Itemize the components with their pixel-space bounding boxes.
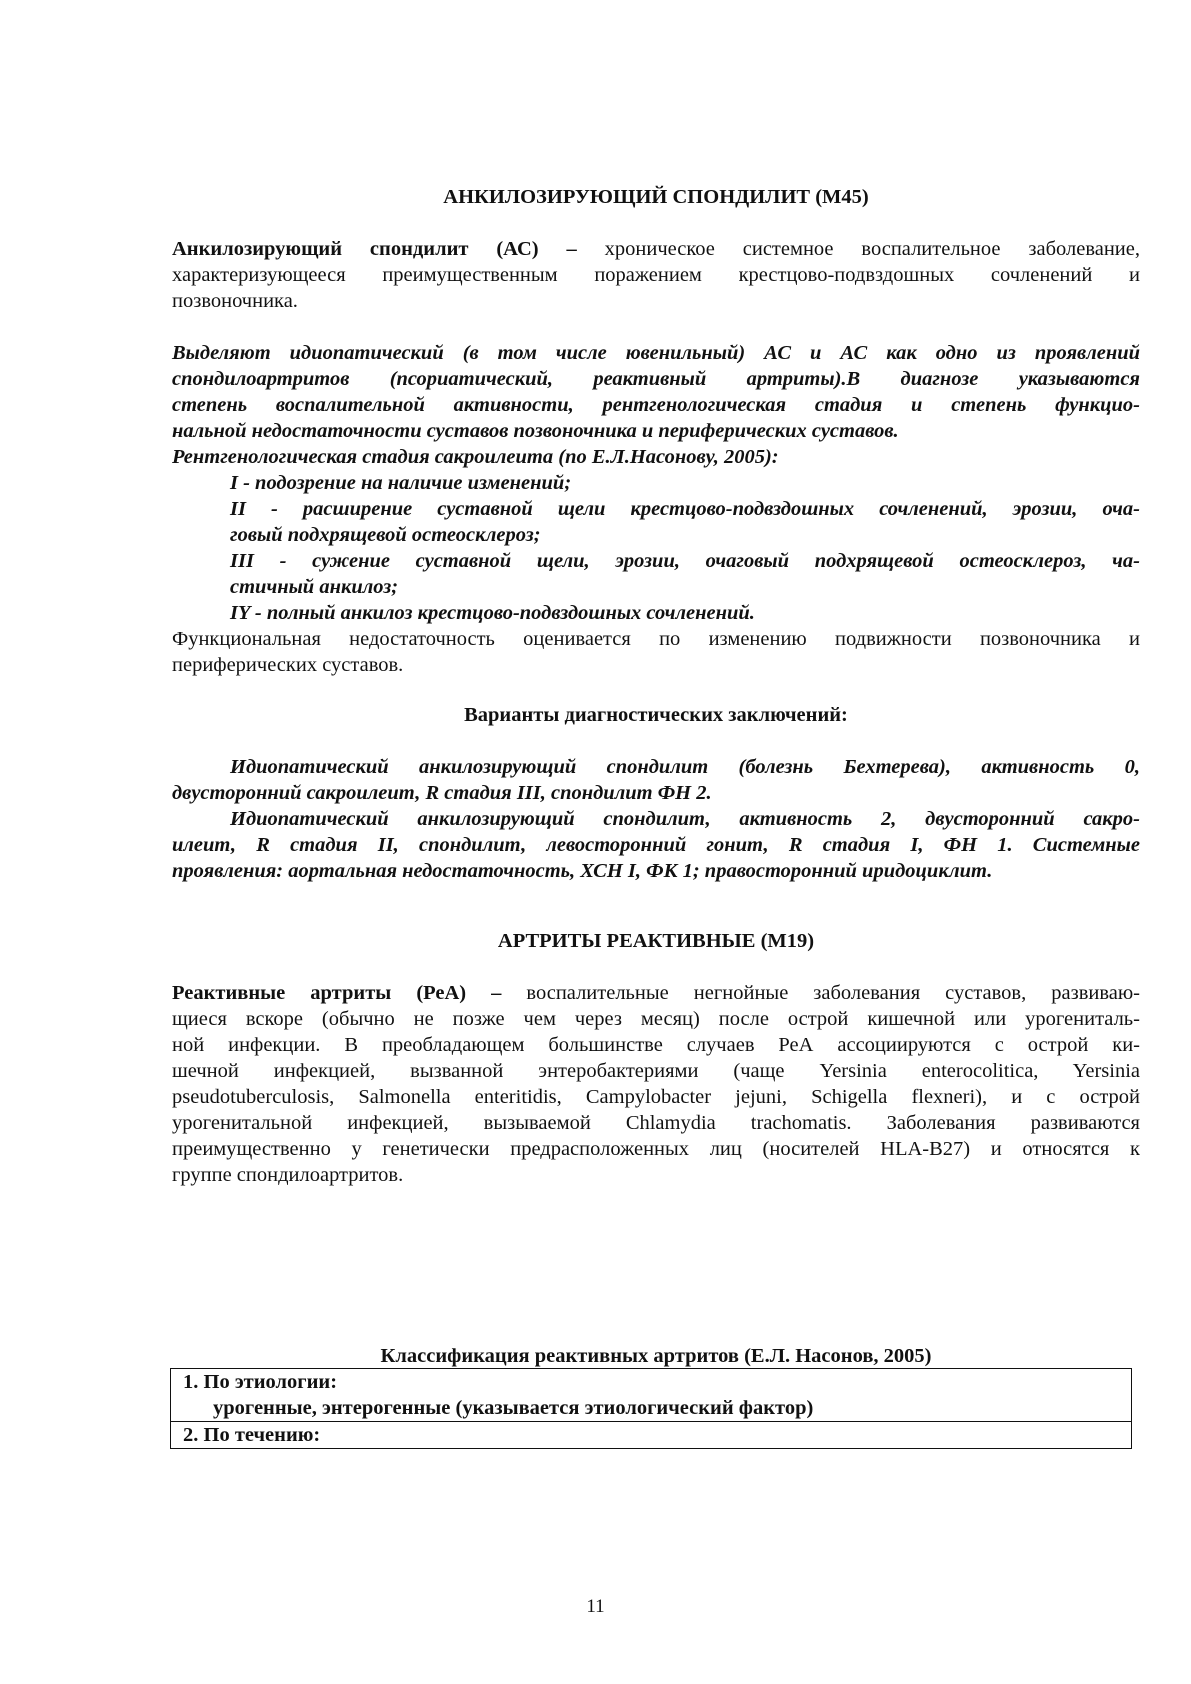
rea-line-6: урогенитальной инфекцией, вызываемой Chlamydia trachomatis. Заболевания развиваются [172,1112,1140,1134]
section-reactive-arthritis [172,928,1140,954]
rea-line-5: pseudotuberculosis, Salmonella enteritidis, Campylobacter jejuni, Schigella flexneri), и с острой [172,1086,1140,1108]
rea-line-1-text: воспалительные негнойные заболевания суставов, развиваю- [526,982,1140,1004]
variant-2-line-2: илеит, R стадия II, спондилит, левосторонний гонит, R стадия I, ФН 1. Системные [172,834,1140,856]
rea-definition [172,980,1140,1188]
as-variants [172,702,1140,728]
classification-title: Классификация реактивных артритов (Е.Л. Насонов, 2005) [380,1345,932,1367]
as-italic-line-4: нальной недостаточности суставов позвоночника и периферических суставов. [172,420,899,442]
stage-2-line-2: говый подхрящевой остеосклероз; [230,524,541,546]
rea-line-2: щиеся вскоре (обычно не позже чем через месяц) после острой кишечной или урогениталь- [172,1008,1140,1030]
classification-heading [172,1343,1140,1369]
stage-1: I - подозрение на наличие изменений; [230,472,572,494]
classification-row-etiology: 1. По этиологии: [183,1371,338,1393]
as-xray-stage-heading: Рентгенологическая стадия сакроилеита (по Е.Л.Насонову, 2005): [172,446,779,468]
variant-2-line-1: Идиопатический анкилозирующий спондилит, активность 2, двусторонний сакро- [230,808,1140,830]
as-italic-line-2: спондилоартритов (псориатический, реактивный артриты).В диагнозе указываются [172,368,1140,390]
func-line-2: периферических суставов. [172,654,404,676]
page-number: 11 [586,1596,605,1617]
classification-table [170,1368,1132,1449]
rea-line-4: шечной инфекцией, вызванной энтеробактериями (чаще Yersinia enterocolitica, Yersinia [172,1060,1140,1082]
as-variants-list [172,754,1140,884]
classification-row-course: 2. По течению: [183,1424,321,1446]
as-italic-line-1: Выделяют идиопатический (в том числе ювенильный) АС и АС как одно из проявлений [172,342,1140,364]
as-dash: – [538,238,605,260]
as-definition [172,236,1140,314]
rea-line-8: группе спондилоартритов. [172,1164,404,1186]
rea-term: Реактивные артриты (РеА) [172,982,467,1004]
rea-line-3: ной инфекции. В преобладающем большинстве случаев РеА ассоциируются с острой ки- [172,1034,1140,1056]
section-title-as: АНКИЛОЗИРУЮЩИЙ СПОНДИЛИТ (М45) [443,186,869,208]
as-definition-line-3: позвоночника. [172,290,298,312]
stage-4: IY - полный анкилоз крестцово-подвздошных сочленений. [230,602,755,624]
rea-line-7: преимущественно у генетически предрасположенных лиц (носителей HLA-B27) и относятся к [172,1138,1140,1160]
as-definition-line-2: характеризующееся преимущественным поражением крестцово-подвздошных сочленений и [172,264,1140,286]
rea-line-1 [172,980,1140,1006]
section-ankylosing-spondylitis [172,184,1140,210]
as-def-text-1: хроническое системное воспалительное заболевание, [604,238,1140,260]
as-italic-line-3: степень воспалительной активности, рентгенологическая стадия и степень функцио- [172,394,1140,416]
stage-3-line-1: III - сужение суставной щели, эрозии, очаговый подхрящевой остеосклероз, ча- [230,550,1140,572]
as-definition-line-1 [172,236,1140,262]
stage-2-line-1: II - расширение суставной щели крестцово-подвздошных сочленений, эрозии, оча- [230,498,1140,520]
variant-1-line-2: двусторонний сакроилеит, R стадия III, спондилит ФН 2. [172,782,712,804]
variant-2-line-3: проявления: аортальная недостаточность, ХСН I, ФК 1; правосторонний иридоциклит. [172,860,993,882]
as-diagnosis-notes [172,340,1140,678]
stage-3-line-2: стичный анкилоз; [230,576,399,598]
rea-dash: – [466,982,527,1004]
variants-title: Варианты диагностических заключений: [464,704,848,726]
classification-row-etiology-sub: урогенные, энтерогенные (указывается этиологический фактор) [213,1397,814,1419]
section-title-rea: АРТРИТЫ РЕАКТИВНЫЕ (М19) [497,930,815,952]
func-line-1: Функциональная недостаточность оценивается по изменению подвижности позвоночника и [172,628,1140,650]
variant-1-line-1: Идиопатический анкилозирующий спондилит (болезнь Бехтерева), активность 0, [230,756,1140,778]
as-term: Анкилозирующий спондилит (АС) [172,238,539,260]
